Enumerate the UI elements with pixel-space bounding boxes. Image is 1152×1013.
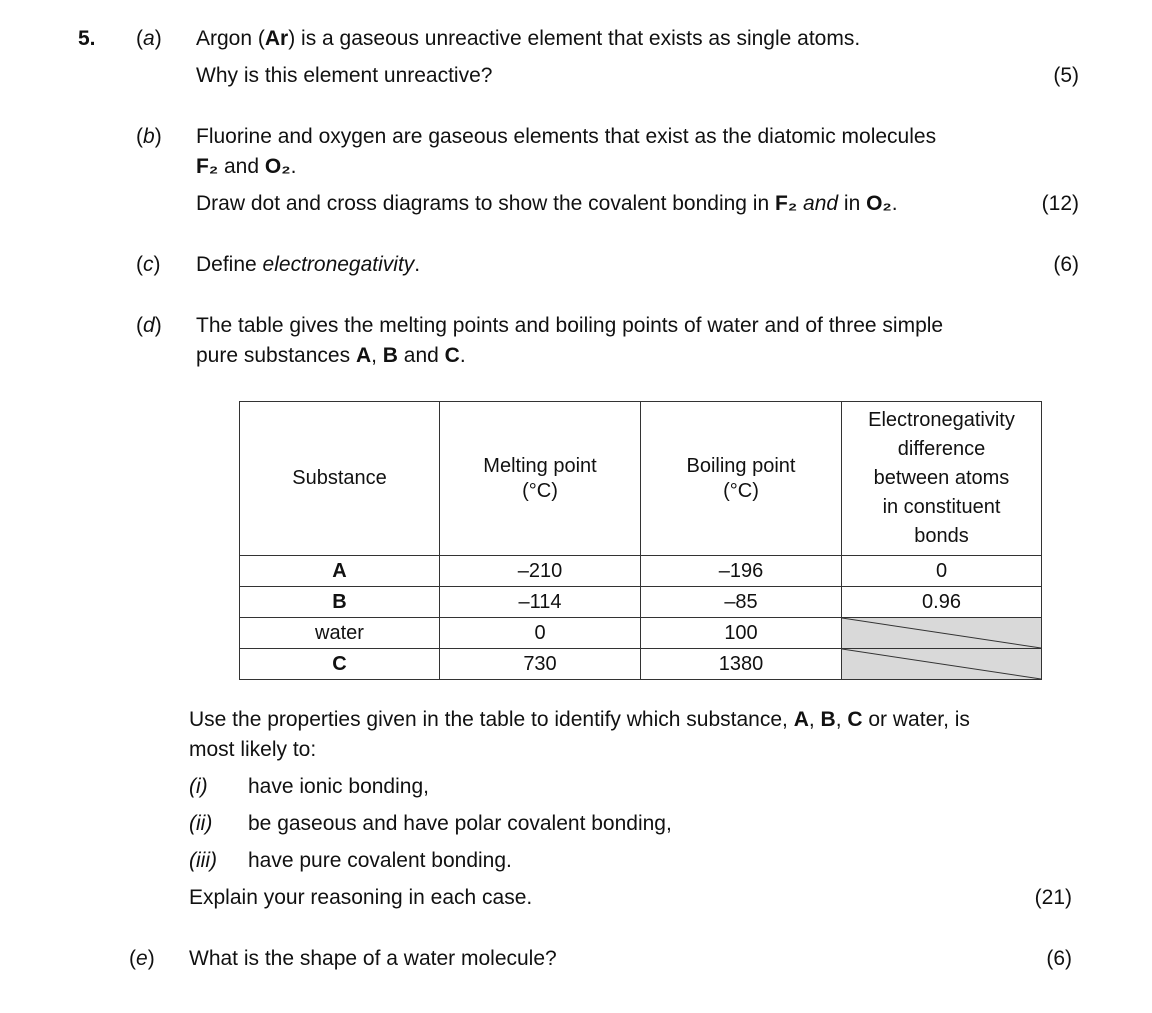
substance-a-ref: A xyxy=(355,344,372,367)
diagonal-strike xyxy=(842,649,1041,679)
part-d-intro2 xyxy=(196,343,466,368)
part-c-end: . xyxy=(414,253,421,276)
argon-symbol: Ar xyxy=(264,27,289,50)
part-b-line2 xyxy=(196,154,296,179)
cell-boiling: –85 xyxy=(641,587,842,618)
header-substance: Substance xyxy=(240,402,440,556)
table-row xyxy=(240,587,1042,618)
part-b-line1: Fluorine and oxygen are gaseous elements that exist as the diatomic molecules xyxy=(196,125,937,148)
sub-iii-text: have pure covalent bonding. xyxy=(248,849,512,872)
use-c: C xyxy=(847,708,863,731)
part-b-line3-pre: Draw dot and cross diagrams to show the covalent bonding in xyxy=(196,192,775,215)
part-a-label: (a) xyxy=(136,27,162,50)
part-b-line3 xyxy=(196,191,898,216)
cell-boiling: 1380 xyxy=(641,649,842,680)
part-d-and: and xyxy=(397,344,445,367)
header-en-line2: difference xyxy=(897,438,986,460)
cell-en: 0 xyxy=(842,556,1042,587)
part-d-explain: Explain your reasoning in each case. xyxy=(189,886,533,909)
part-b-letter: b xyxy=(143,125,155,148)
question-number: 5. xyxy=(78,27,96,50)
properties-table xyxy=(239,401,1042,680)
part-b-and-italic: and xyxy=(803,192,839,215)
header-en-line5: bonds xyxy=(914,525,969,547)
cell-melting: 730 xyxy=(440,649,641,680)
cell-substance: B xyxy=(240,587,440,618)
table-row xyxy=(240,556,1042,587)
header-en-line4: in constituent xyxy=(882,496,1001,518)
sub-ii-text: be gaseous and have polar covalent bonding, xyxy=(248,812,672,835)
part-e-marks: (6) xyxy=(1046,947,1072,970)
cell-boiling: –196 xyxy=(641,556,842,587)
cell-melting: 0 xyxy=(440,618,641,649)
part-a-question: Why is this element unreactive? xyxy=(196,64,493,87)
o2-formula-2: O₂ xyxy=(866,192,892,215)
use-a: A xyxy=(793,708,809,731)
cell-en-shaded xyxy=(842,649,1042,680)
part-a-marks: (5) xyxy=(1053,64,1079,87)
table-header-row xyxy=(240,402,1042,556)
use-b: B xyxy=(820,708,836,731)
header-melting-unit: (°C) xyxy=(522,479,558,502)
part-c-text xyxy=(196,252,420,277)
sub-i-label: (i) xyxy=(189,775,208,798)
part-d-intro2-pre: pure substances xyxy=(196,344,356,367)
part-d-intro2-end: . xyxy=(459,344,466,367)
part-e-text: What is the shape of a water molecule? xyxy=(189,947,557,970)
part-c-letter: c xyxy=(143,253,154,276)
sub-i-text: have ionic bonding, xyxy=(248,775,429,798)
part-d-letter: d xyxy=(143,314,155,337)
part-a-line1 xyxy=(196,26,860,51)
header-melting-point xyxy=(440,402,641,556)
part-e-letter: e xyxy=(136,947,148,970)
cell-en: 0.96 xyxy=(842,587,1042,618)
f2-formula: F₂ xyxy=(196,155,219,178)
cell-en-shaded xyxy=(842,618,1042,649)
cell-substance: C xyxy=(240,649,440,680)
table-row xyxy=(240,618,1042,649)
part-b-line3-end: . xyxy=(891,192,898,215)
part-b-period: . xyxy=(290,155,297,178)
part-c-label: (c) xyxy=(136,253,161,276)
use-comma1: , xyxy=(808,708,821,731)
part-c-pre: Define xyxy=(196,253,263,276)
part-d-intro1: The table gives the melting points and boiling points of water and of three simple xyxy=(196,314,944,337)
substance-c-ref: C xyxy=(444,344,460,367)
use-line1-end: or water, is xyxy=(862,708,970,731)
cell-boiling: 100 xyxy=(641,618,842,649)
use-comma2: , xyxy=(835,708,848,731)
header-boiling-point xyxy=(641,402,842,556)
part-e-label: (e) xyxy=(129,947,155,970)
diagonal-strike xyxy=(842,618,1041,648)
o2-formula: O₂ xyxy=(264,155,291,178)
header-melting-line1: Melting point xyxy=(483,454,597,477)
part-a-letter: a xyxy=(143,27,155,50)
part-b-and: and xyxy=(218,155,265,178)
part-a-line1-pre: Argon ( xyxy=(196,27,265,50)
part-a-line1-post: ) is a gaseous unreactive element that exists as single atoms. xyxy=(288,27,861,50)
cell-melting: –210 xyxy=(440,556,641,587)
part-b-label: (b) xyxy=(136,125,162,148)
part-d-use-line2: most likely to: xyxy=(189,738,317,761)
part-d-label: (d) xyxy=(136,314,162,337)
part-c-marks: (6) xyxy=(1053,253,1079,276)
sub-ii-label: (ii) xyxy=(189,812,213,835)
header-electronegativity xyxy=(842,402,1042,556)
use-line1-pre: Use the properties given in the table to identify which substance, xyxy=(189,708,794,731)
cell-substance: water xyxy=(240,618,440,649)
part-d-marks: (21) xyxy=(1034,886,1072,909)
f2-formula-2: F₂ xyxy=(775,192,798,215)
header-boiling-line1: Boiling point xyxy=(686,454,796,477)
substance-b-ref: B xyxy=(382,344,398,367)
cell-melting: –114 xyxy=(440,587,641,618)
sub-iii-label: (iii) xyxy=(189,849,217,872)
header-en-line1: Electronegativity xyxy=(868,409,1015,431)
cell-substance: A xyxy=(240,556,440,587)
part-b-marks: (12) xyxy=(1041,192,1079,215)
electronegativity-term: electronegativity xyxy=(262,253,415,276)
part-d-use-line1 xyxy=(189,707,970,732)
part-d-comma: , xyxy=(371,344,383,367)
header-boiling-unit: (°C) xyxy=(723,479,759,502)
table-row xyxy=(240,649,1042,680)
header-en-line3: between atoms xyxy=(873,467,1010,489)
part-b-in: in xyxy=(838,192,867,215)
